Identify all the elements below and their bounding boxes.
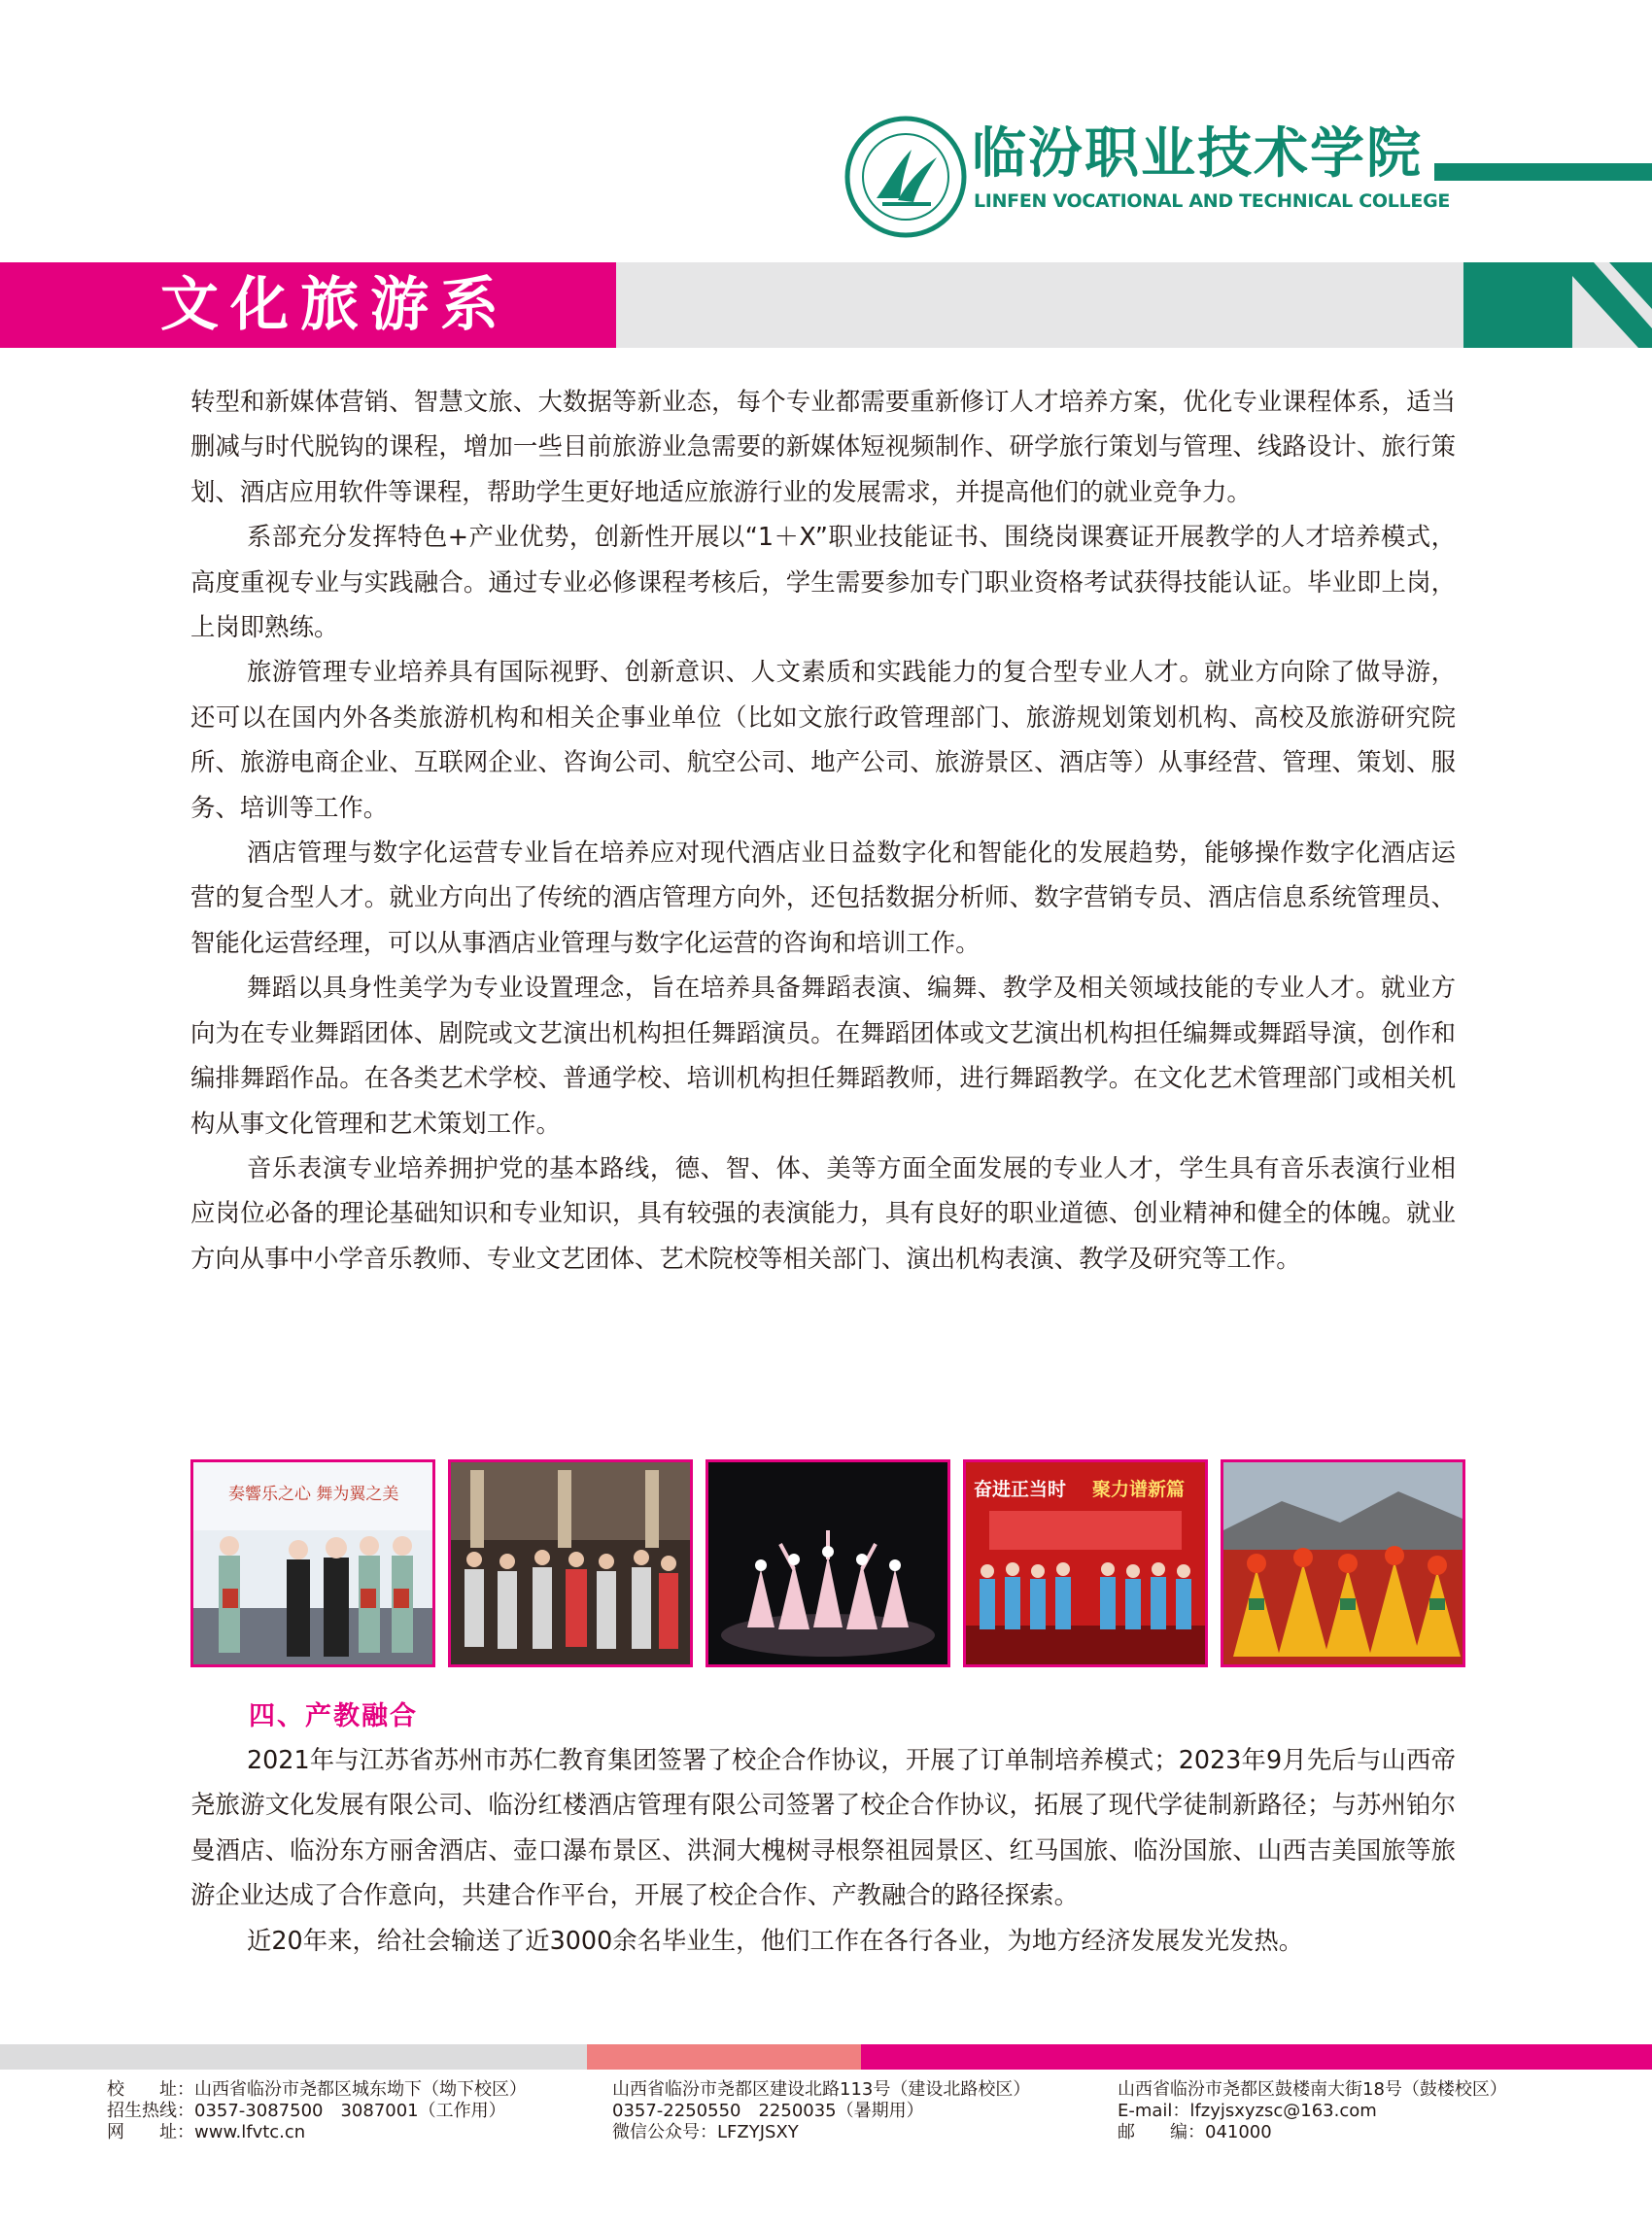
- footer-wechat: 微信公众号：LFZYJSXY: [612, 2122, 799, 2142]
- section4-text: [190, 1737, 1456, 1963]
- college-emblem-icon: [843, 115, 968, 239]
- footer-bar-grey: [0, 2044, 587, 2070]
- footer-contact-col2: [612, 2079, 1030, 2143]
- footer-contact-col1: [107, 2079, 527, 2143]
- corner-stripe-decoration: [1463, 262, 1652, 348]
- department-title: 文化旅游系: [160, 271, 510, 339]
- paragraph-curriculum: 转型和新媒体营销、智慧文旅、大数据等新业态，每个专业都需要重新修订人才培养方案，优化专业课程体系，适当删减与时代脱钩的课程，增加一些目前旅游业急需要的新媒体短视频制作、研学旅行策划与管理、线路设计、旅行策划、酒店应用软件等课程，帮助学生更好地适应旅游行业的发展需求，并提高他们的就业竞争力。: [190, 387, 1456, 506]
- footer-bar-salmon: [587, 2044, 861, 2070]
- paragraph-tourism-management: 旅游管理专业培养具有国际视野、创新意识、人文素质和实践能力的复合型专业人才。就业方向除了做导游，还可以在国内外各类旅游机构和相关企事业单位（比如文旅行政管理部门、旅游规划策划机构、高校及旅游研究院所、旅游电商企业、互联网企业、咨询公司、航空公司、地产公司、旅游景区、酒店等）从事经营、管理、策划、服务、培训等工作。: [190, 657, 1456, 822]
- college-name-en: LINFEN VOCATIONAL AND TECHNICAL COLLEGE: [974, 190, 1451, 212]
- photo-certificate-ceremony: [190, 1459, 435, 1667]
- college-logo: [843, 115, 1451, 241]
- photo4-banner-left: 奋进正当时: [974, 1479, 1067, 1500]
- footer-postcode: 邮 编：041000: [1118, 2122, 1272, 2142]
- photo-group-visit: [448, 1459, 693, 1667]
- college-name-cn: 临汾职业技术学院: [972, 122, 1423, 186]
- photo-folk-dance: [1221, 1459, 1465, 1667]
- photo4-banner-right: 聚力谱新篇: [1092, 1479, 1186, 1500]
- photo1-banner-text: 奏響乐之心 舞为翼之美: [228, 1485, 399, 1504]
- paragraph-training-mode: 系部充分发挥特色+产业优势，创新性开展以“1＋X”职业技能证书、围绕岗课赛证开展教学的人才培养模式，高度重视专业与实践融合。通过专业必修课程考核后，学生需要参加专门职业资格考试获得技能认证。毕业即上岗，上岗即熟练。: [190, 522, 1456, 642]
- footer-address-gulou: 山西省临汾市尧都区鼓楼南大街18号（鼓楼校区）: [1118, 2079, 1507, 2100]
- paragraph-school-enterprise-cooperation: 2021年与江苏省苏州市苏仁教育集团签署了校企合作协议，开展了订单制培养模式；2023年9月先后与山西帝尧旅游文化发展有限公司、临汾红楼酒店管理有限公司签署了校企合作协议，拓展了现代学徒制新路径；与苏州铂尔曼酒店、临汾东方丽舍酒店、壶口瀑布景区、洪洞大槐树寻根祭祖园景区、红马国旅、临汾国旅、山西吉美国旅等旅游企业达成了合作意向，共建合作平台，开展了校企合作、产教融合的路径探索。: [190, 1745, 1456, 1910]
- body-text: [190, 379, 1456, 1281]
- footer-email: E-mail：lfzyjsxyzsc@163.com: [1118, 2101, 1377, 2121]
- section-heading-industry-education: 四、产教融合: [249, 1701, 418, 1731]
- footer-contact-col3: [1118, 2079, 1507, 2143]
- paragraph-music-performance: 音乐表演专业培养拥护党的基本路线，德、智、体、美等方面全面发展的专业人才，学生具有音乐表演行业相应岗位必备的理论基础知识和专业知识，具有较强的表演能力，具有良好的职业道德、创业精神和健全的体魄。就业方向从事中小学音乐教师、专业文艺团体、艺术院校等相关部门、演出机构表演、教学及研究等工作。: [190, 1152, 1456, 1273]
- footer-phone-summer: 0357-2250550 2250035（暑期用）: [612, 2101, 924, 2121]
- photo-stage-ceremony: [963, 1459, 1208, 1667]
- footer-address-jianshe: 山西省临汾市尧都区建设北路113号（建设北路校区）: [612, 2079, 1031, 2100]
- header-accent-bar: [1434, 163, 1652, 181]
- footer-bar-pink: [861, 2044, 1652, 2070]
- footer-website: 网 址：www.lfvtc.cn: [107, 2122, 306, 2142]
- paragraph-dance: 舞蹈以具身性美学为专业设置理念，旨在培养具备舞蹈表演、编舞、教学及相关领域技能的专业人才。就业方向为在专业舞蹈团体、剧院或文艺演出机构担任舞蹈演员。在舞蹈团体或文艺演出机构担任编舞或舞蹈导演，创作和编排舞蹈作品。在各类艺术学校、普通学校、培训机构担任舞蹈教师，进行舞蹈教学。在文化艺术管理部门或相关机构从事文化管理和艺术策划工作。: [190, 973, 1456, 1138]
- paragraph-hotel-management: 酒店管理与数字化运营专业旨在培养应对现代酒店业日益数字化和智能化的发展趋势，能够操作数字化酒店运营的复合型人才。就业方向出了传统的酒店管理方向外，还包括数据分析师、数字营销专员、酒店信息系统管理员、智能化运营经理，可以从事酒店业管理与数字化运营的咨询和培训工作。: [190, 838, 1456, 957]
- photo-dance-performance: [706, 1459, 950, 1667]
- footer-hotline: 招生热线：0357-3087500 3087001（工作用）: [107, 2101, 506, 2121]
- footer-address-main: 校 址：山西省临汾市尧都区城东坳下（坳下校区）: [107, 2079, 527, 2100]
- paragraph-graduates: 近20年来，给社会输送了近3000余名毕业生，他们工作在各行各业，为地方经济发展发光发热。: [247, 1925, 1304, 1955]
- photo-strip: [190, 1459, 1465, 1667]
